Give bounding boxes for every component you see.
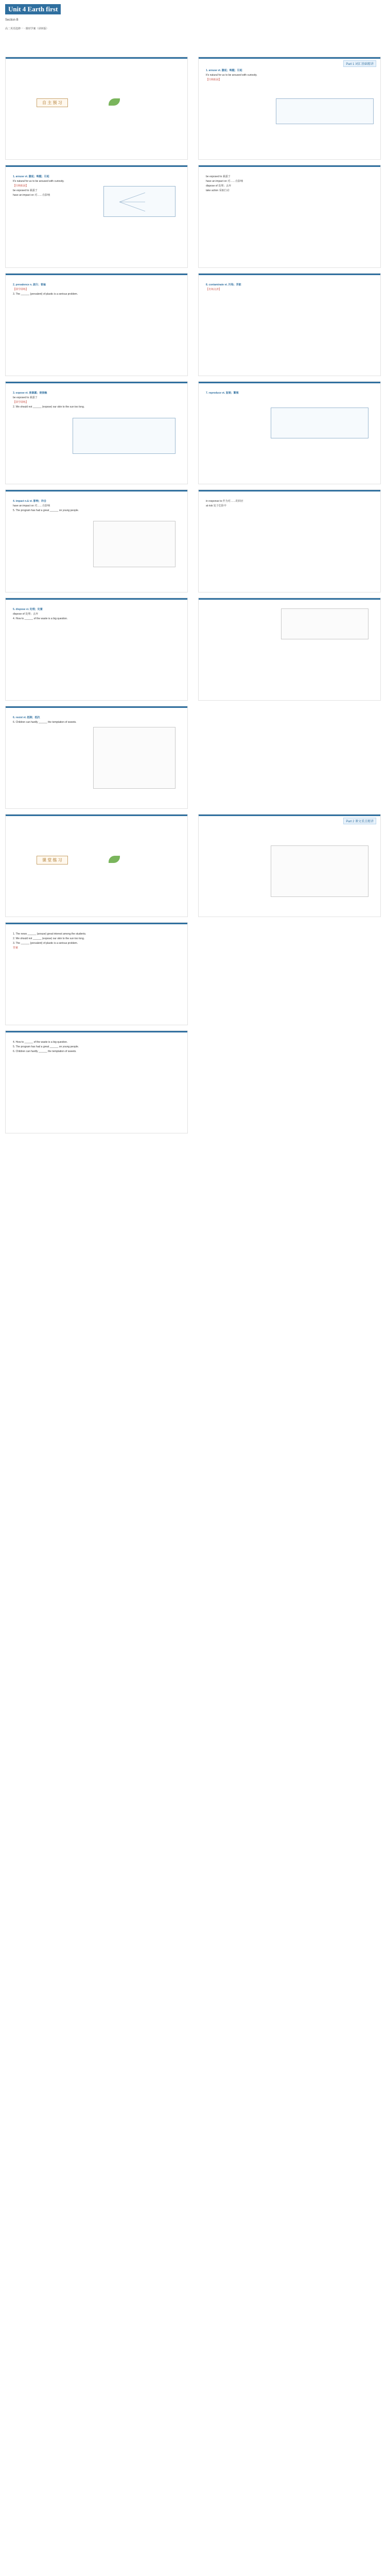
mind-map <box>276 98 374 124</box>
vocab-item: 8. contaminate vt. 污染；弄脏 <box>206 283 241 286</box>
explanation-box <box>93 727 176 789</box>
slide-stripe <box>199 490 380 492</box>
note-label: 【归纳拓展】 <box>206 78 222 81</box>
slide-word-prevalence <box>5 273 188 376</box>
mind-map <box>271 408 369 438</box>
phrase-item: be exposed to 暴露于 <box>206 175 231 178</box>
phrase-item: have an impact on 对……有影响 <box>13 504 50 507</box>
slide-stripe <box>6 382 187 383</box>
mind-map <box>73 418 176 454</box>
slide-stripe <box>6 274 187 275</box>
explanation-box <box>271 845 369 897</box>
slide-stripe <box>6 706 187 708</box>
phrase-item: in response to 作为对……的回应 <box>206 500 243 503</box>
slide-stripe <box>6 815 187 816</box>
exercise-item: 3. The ______ (prevalent) of plastic is a serious problem. <box>13 942 78 945</box>
slide-stripe <box>6 598 187 600</box>
part-tag: Part 1 词汇基础精讲 <box>343 60 376 67</box>
vocab-item: 7. reproduce vt. 复制；繁殖 <box>206 392 239 395</box>
slide-stripe <box>6 57 187 59</box>
slide-stripe <box>6 1031 187 1032</box>
slide-part1-contaminate <box>198 273 381 376</box>
slide-stripe <box>199 598 380 600</box>
section-label: Section B <box>5 19 19 22</box>
vocab-item: 6. resist vt. 抵制；抵抗 <box>13 716 40 719</box>
phrase-item: at risk 处于危险中 <box>206 504 226 507</box>
exercise-item: 4. How to ______ of the waste is a big question. <box>13 617 68 620</box>
phrase-item: have an impact on 对……有影响 <box>13 194 50 197</box>
exercise-item: 2. We should not ______ (expose) our skin to the sun too long. <box>13 405 85 409</box>
exercise-item: 4. How to ______ of the waste is a big question. <box>13 1041 68 1044</box>
exercise-item: 6. Children can hardly ______ the temptation of sweets. <box>13 1050 77 1053</box>
note-label: 【名师点津】 <box>206 288 222 291</box>
vocab-example: It's natural for us to be aroused with curiosity. <box>13 180 64 183</box>
vocab-example: It's natural for us to be aroused with curiosity. <box>206 74 257 77</box>
comparison-table <box>281 608 369 639</box>
note-label: 【即学即练】 <box>13 288 29 291</box>
slide-stripe <box>199 165 380 167</box>
leaf-icon <box>109 98 120 106</box>
exercise-item: 5. The program has had a great ______ on young people. <box>13 1045 79 1048</box>
vocab-item: 1. arouse vt. 激起；唤醒；引起 <box>206 69 242 72</box>
slide-exercises-2 <box>5 1030 188 1133</box>
slide-word-expose <box>5 381 188 484</box>
slide-part1-phrases <box>198 165 381 268</box>
slide-word-resist <box>5 706 188 809</box>
note-label: 【即学即练】 <box>13 401 29 404</box>
page-header <box>0 0 386 57</box>
vocab-item: 4. impact n.& vt. 影响；冲击 <box>13 500 46 503</box>
slide-stripe <box>199 274 380 275</box>
exercise-item: 3. The ______ (prevalent) of plastic is a serious problem. <box>13 293 78 296</box>
slide-practice-banner <box>5 814 188 917</box>
explanation-box <box>93 521 176 567</box>
phrase-item: dispose of 处理；丢弃 <box>206 184 232 188</box>
slide-part2-text <box>198 814 381 917</box>
vocab-item: 2. prevalence n. 流行；普遍 <box>13 283 46 286</box>
slide-stripe <box>199 815 380 816</box>
phrase-item: dispose of 处理；丢弃 <box>13 613 39 616</box>
part-tag: Part 2 课文重点精讲 <box>343 818 376 824</box>
answer-label: 答案 <box>13 946 19 950</box>
phrase-item: take action 采取行动 <box>206 189 230 192</box>
slide-stripe <box>6 923 187 924</box>
slide-part1-vocab <box>198 57 381 160</box>
slide-word-impact <box>5 489 188 592</box>
slide-stripe <box>199 57 380 59</box>
vocab-item: 1. arouse vt. 激起；唤醒；引起 <box>13 175 49 178</box>
mind-map-lines <box>104 187 176 217</box>
unit-title: Unit 4 Earth first <box>5 4 61 14</box>
slide-stripe <box>6 165 187 167</box>
phrase-item: be exposed to 暴露于 <box>13 189 38 192</box>
slide-stripe <box>199 382 380 383</box>
note-label: 【归纳拓展】 <box>13 184 29 188</box>
phrase-item: have an impact on 对……有影响 <box>206 180 243 183</box>
slide-stripe <box>6 490 187 492</box>
slide-word-dispose <box>5 598 188 701</box>
slide-preview-banner <box>5 57 188 160</box>
exercise-item: 5. The program has had a great ______ on young people. <box>13 509 79 512</box>
page-subtitle: 高二英语选修一 · 课时学案（译林版） <box>5 27 49 30</box>
exercise-item: 1. The news ______ (arouse) great interest among the students. <box>13 933 86 936</box>
exercise-item: 6. Children can hardly ______ the temptation of sweets. <box>13 721 77 724</box>
slide-part1-reproduce <box>198 381 381 484</box>
slide-part1-table <box>198 598 381 701</box>
section-banner: 自 主 预 习 <box>37 98 68 107</box>
slide-exercises-1 <box>5 922 188 1025</box>
slide-word-arouse <box>5 165 188 268</box>
exercise-item: 2. We should not ______ (expose) our skin to the sun too long. <box>13 937 85 940</box>
vocab-item: 3. expose vt. 使暴露；使接触 <box>13 392 47 395</box>
section-banner: 课 堂 练 习 <box>37 856 68 865</box>
phrase-item: be exposed to 暴露于 <box>13 396 38 399</box>
vocab-item: 5. dispose vi. 处理；处置 <box>13 608 43 611</box>
leaf-icon <box>109 856 120 863</box>
slide-part1-response <box>198 489 381 592</box>
mind-map <box>103 186 176 217</box>
